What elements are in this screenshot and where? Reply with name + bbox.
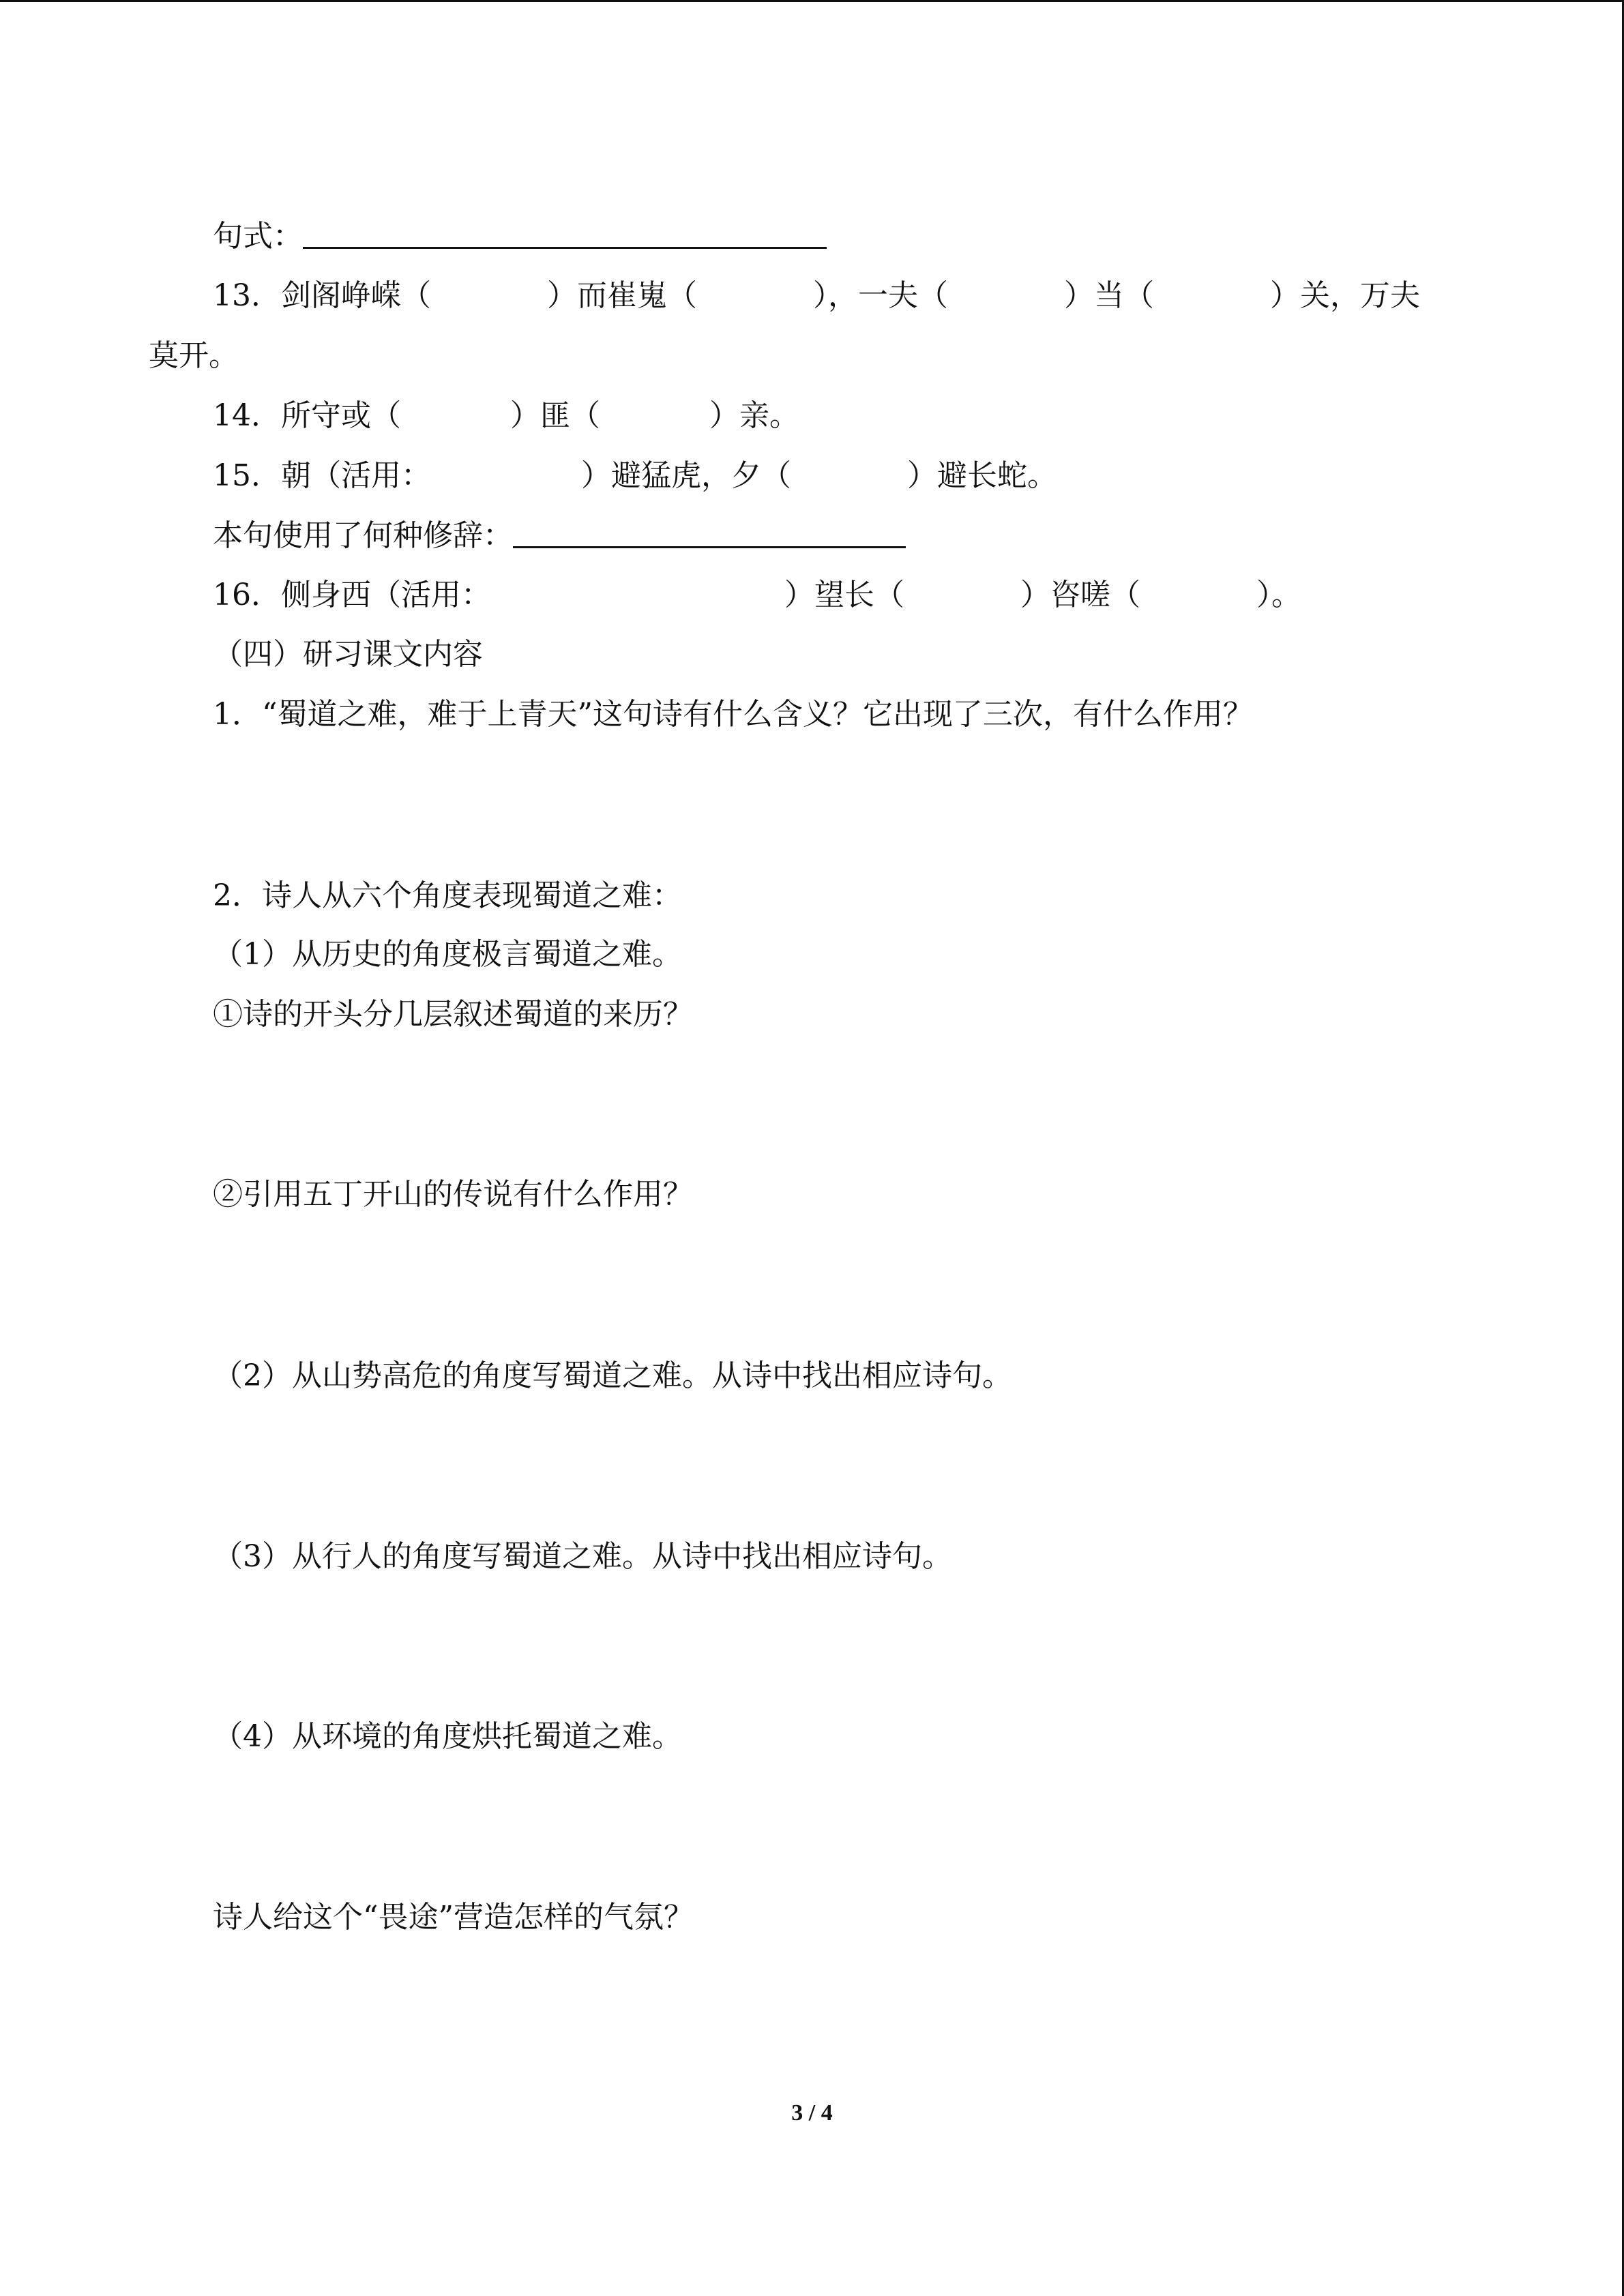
question-15 (213, 456, 1057, 496)
section-4-heading: （四）研习课文内容 (213, 637, 483, 672)
q16-text-4: ）。 (1256, 578, 1301, 612)
q13-text-4: ）当（ (1064, 278, 1154, 313)
q13-text-2: ）而崔嵬（ (547, 278, 697, 313)
rhetoric-line (213, 516, 906, 556)
q16-text-2: ）望长（ (784, 578, 904, 612)
rhetoric-answer-blank[interactable] (513, 519, 906, 548)
page-number: 3 / 4 (791, 2100, 833, 2126)
q13-text-5: ）关，万夫 (1270, 278, 1420, 313)
q14-text-3: ）亲。 (709, 398, 799, 433)
section-4-question-2: 2．诗人从六个角度表现蜀道之难： (213, 878, 682, 913)
syntax-label: 句式： (213, 219, 303, 254)
question-2-part-1-a: ①诗的开头分几层叙述蜀道的来历？ (213, 997, 693, 1032)
question-16 (213, 575, 1301, 616)
q13-text-1: 13．剑阁峥嵘（ (213, 278, 431, 313)
q14-text-2: ）匪（ (510, 398, 600, 433)
question-2-part-2: （2）从山势高危的角度写蜀道之难。从诗中找出相应诗句。 (213, 1358, 1012, 1393)
page-top-border (0, 0, 1624, 2)
atmosphere-question: 诗人给这个“畏途”营造怎样的气氛？ (213, 1900, 694, 1935)
q15-text-2: ）避猛虎，夕（ (581, 458, 791, 493)
q16-text-3: ）咨嗟（ (1020, 578, 1140, 612)
rhetoric-label: 本句使用了何种修辞： (213, 518, 513, 553)
q14-text-1: 14．所守或（ (213, 398, 401, 433)
q15-text-3: ）避长蛇。 (907, 458, 1057, 493)
q13-continuation: 莫开。 (149, 338, 239, 373)
syntax-answer-blank[interactable] (303, 220, 827, 249)
section-4-question-1: 1．“蜀道之难，难于上青天”这句诗有什么含义？它出现了三次，有什么作用？ (213, 697, 1253, 732)
q13-text-3: ），一夫（ (813, 278, 948, 313)
q15-text-1: 15．朝（活用： (213, 458, 431, 493)
question-2-part-1-b: ②引用五丁开山的传说有什么作用？ (213, 1177, 693, 1212)
q16-text-1: 16．侧身西（活用： (213, 578, 491, 612)
question-14 (213, 396, 799, 436)
question-2-part-1: （1）从历史的角度极言蜀道之难。 (213, 937, 682, 972)
question-13 (213, 275, 1420, 316)
syntax-line (213, 216, 827, 257)
question-2-part-4: （4）从环境的角度烘托蜀道之难。 (213, 1719, 682, 1754)
question-2-part-3: （3）从行人的角度写蜀道之难。从诗中找出相应诗句。 (213, 1539, 952, 1574)
